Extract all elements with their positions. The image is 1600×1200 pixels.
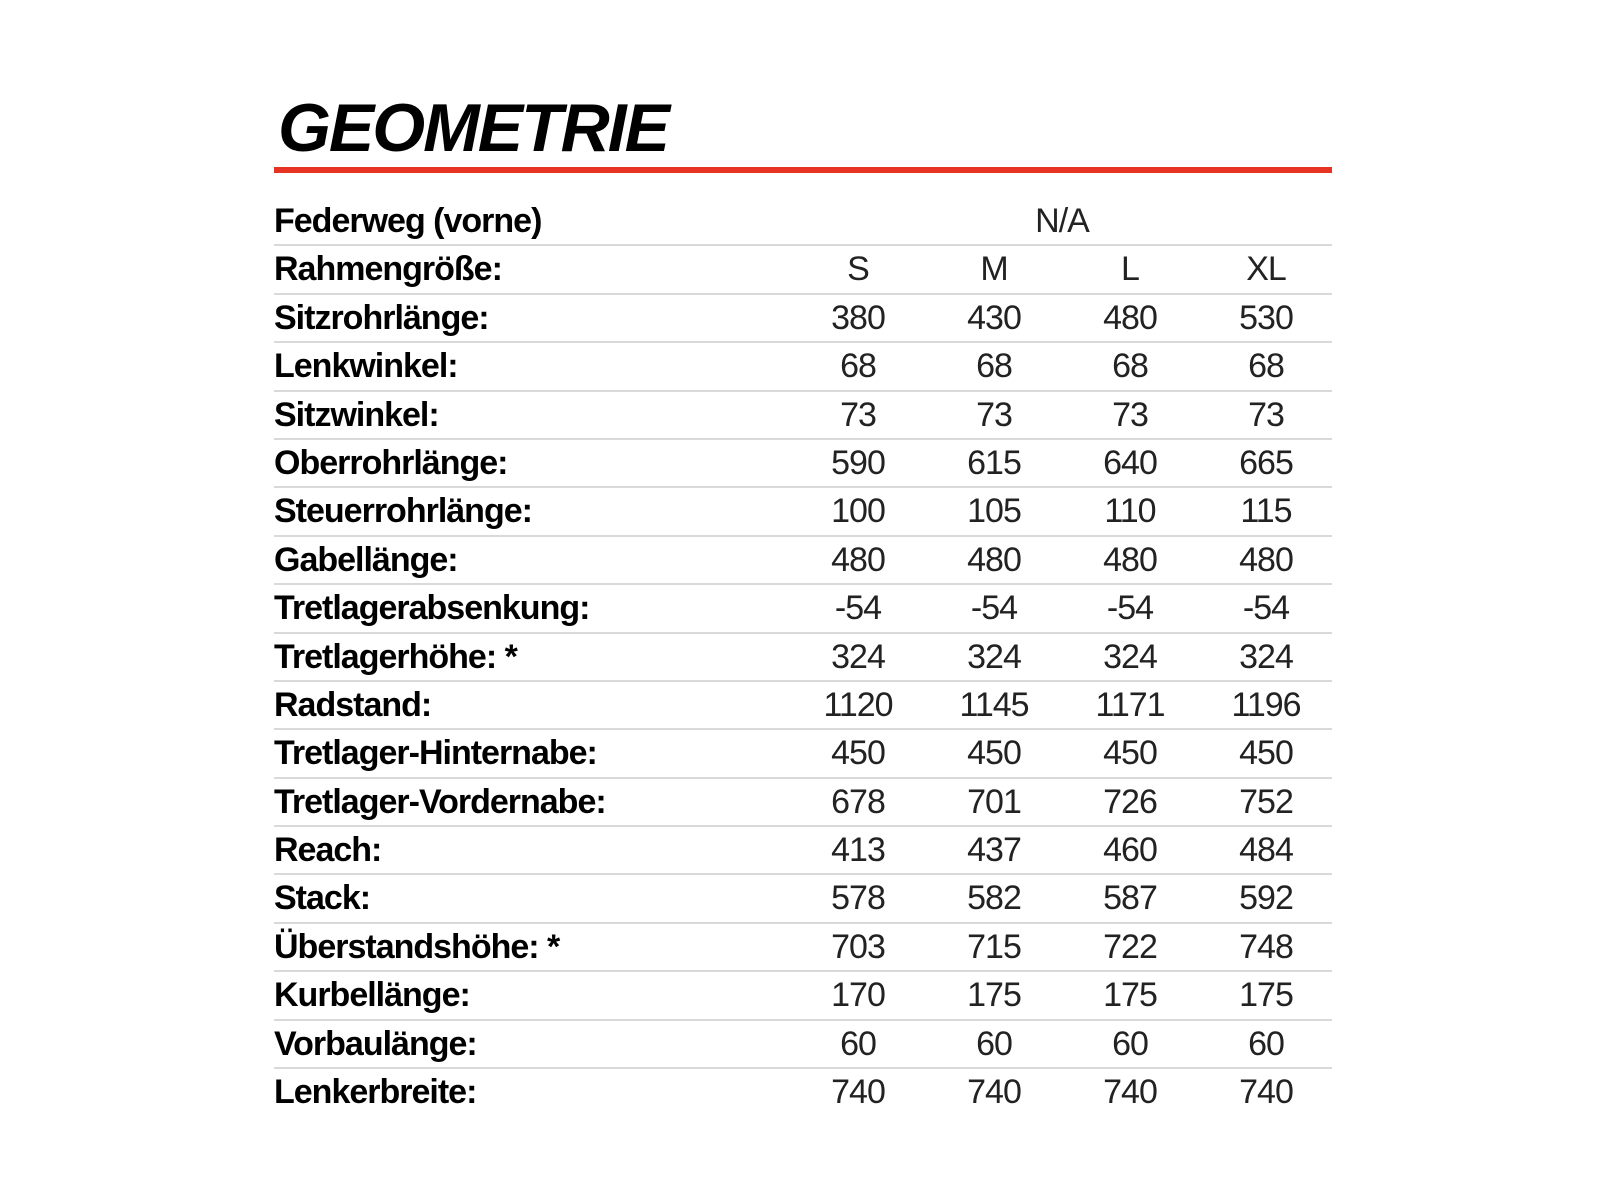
size-header-l: L [1121, 250, 1139, 289]
row-value-xl: 60 [1248, 1024, 1284, 1063]
row-value-l: 450 [1103, 734, 1157, 773]
geometry-rows [274, 295, 1332, 1118]
row-value-xl: 480 [1239, 540, 1293, 579]
row-value-xl: 1196 [1231, 685, 1301, 724]
row-value-xl: 175 [1239, 976, 1293, 1015]
row-value-xl: 324 [1239, 637, 1293, 676]
frame-size-row [274, 246, 1332, 294]
row-label: Gabellänge: [274, 540, 458, 579]
row-value-l: 722 [1103, 927, 1157, 966]
row-value-l: -54 [1106, 589, 1154, 628]
row-value-l: 640 [1103, 443, 1157, 482]
page-title: GEOMETRIE [278, 90, 669, 166]
size-header-s: S [847, 250, 869, 289]
table-row [274, 779, 1332, 827]
suspension-value: N/A [1035, 202, 1089, 240]
table-row [274, 295, 1332, 343]
row-value-xl: 752 [1239, 782, 1293, 821]
row-value-m: 701 [967, 782, 1021, 821]
table-row [274, 488, 1332, 536]
suspension-label: Federweg (vorne) [274, 202, 542, 240]
row-label: Vorbaulänge: [274, 1024, 477, 1063]
row-label: Tretlagerhöhe: * [274, 637, 517, 676]
row-value-l: 740 [1103, 1073, 1157, 1112]
table-row [274, 827, 1332, 875]
row-value-m: 615 [967, 443, 1021, 482]
row-value-l: 480 [1103, 540, 1157, 579]
row-value-l: 110 [1104, 492, 1156, 531]
row-value-xl: 740 [1239, 1073, 1293, 1112]
row-value-m: 68 [976, 347, 1012, 386]
title-underline [274, 167, 1332, 173]
row-value-s: 380 [831, 298, 885, 337]
row-value-l: 726 [1103, 782, 1157, 821]
row-value-m: 437 [967, 831, 1021, 870]
table-row [274, 1021, 1332, 1069]
row-value-s: 450 [831, 734, 885, 773]
row-value-s: 170 [831, 976, 885, 1015]
table-row [274, 972, 1332, 1020]
row-label: Sitzrohrlänge: [274, 298, 489, 337]
row-value-xl: 484 [1239, 831, 1293, 870]
table-row [274, 1069, 1332, 1117]
row-label: Kurbellänge: [274, 976, 470, 1015]
size-header-m: M [980, 250, 1008, 289]
suspension-row [274, 198, 1332, 246]
table-row [274, 634, 1332, 682]
row-value-m: 450 [967, 734, 1021, 773]
row-label: Stack: [274, 879, 371, 918]
row-value-xl: 73 [1248, 395, 1284, 434]
row-value-l: 73 [1112, 395, 1148, 434]
row-value-m: 430 [967, 298, 1021, 337]
row-value-xl: 68 [1248, 347, 1284, 386]
table-row [274, 682, 1332, 730]
row-label: Überstandshöhe: * [274, 927, 560, 966]
row-value-m: 740 [967, 1073, 1021, 1112]
row-label: Oberrohrlänge: [274, 443, 508, 482]
row-value-l: 1171 [1095, 685, 1165, 724]
row-value-s: 324 [831, 637, 885, 676]
table-row [274, 537, 1332, 585]
table-row [274, 343, 1332, 391]
row-value-m: 60 [976, 1024, 1012, 1063]
row-value-xl: -54 [1242, 589, 1290, 628]
geometry-table [274, 198, 1332, 1117]
table-row [274, 440, 1332, 488]
row-label: Radstand: [274, 685, 432, 724]
table-row [274, 585, 1332, 633]
row-label: Tretlager-Hinternabe: [274, 734, 597, 773]
row-label: Lenkwinkel: [274, 347, 458, 386]
table-row [274, 392, 1332, 440]
size-header-xl: XL [1246, 250, 1286, 289]
row-value-s: 68 [840, 347, 876, 386]
row-value-m: 1145 [959, 685, 1029, 724]
row-value-s: 60 [840, 1024, 876, 1063]
row-label: Tretlager-Vordernabe: [274, 782, 606, 821]
row-value-m: 582 [967, 879, 1021, 918]
table-row [274, 730, 1332, 778]
row-value-m: -54 [970, 589, 1018, 628]
row-label: Steuerrohrlänge: [274, 492, 532, 531]
row-value-s: 480 [831, 540, 885, 579]
row-value-l: 587 [1103, 879, 1157, 918]
row-value-l: 175 [1103, 976, 1157, 1015]
row-value-s: 578 [831, 879, 885, 918]
row-label: Reach: [274, 831, 382, 870]
row-value-s: 73 [840, 395, 876, 434]
row-value-xl: 592 [1239, 879, 1293, 918]
row-value-xl: 665 [1239, 443, 1293, 482]
row-value-m: 73 [976, 395, 1012, 434]
frame-size-label: Rahmengröße: [274, 250, 502, 289]
row-value-l: 324 [1103, 637, 1157, 676]
row-value-xl: 530 [1239, 298, 1293, 337]
row-value-m: 105 [967, 492, 1021, 531]
table-row [274, 875, 1332, 923]
row-value-s: 703 [831, 927, 885, 966]
row-label: Lenkerbreite: [274, 1073, 477, 1112]
row-value-m: 175 [967, 976, 1021, 1015]
row-value-m: 324 [967, 637, 1021, 676]
row-value-s: 100 [831, 492, 885, 531]
table-row [274, 924, 1332, 972]
row-value-l: 68 [1112, 347, 1148, 386]
row-label: Sitzwinkel: [274, 395, 439, 434]
row-value-s: 740 [831, 1073, 885, 1112]
row-value-l: 480 [1103, 298, 1157, 337]
row-value-s: 590 [831, 443, 885, 482]
row-label: Tretlagerabsenkung: [274, 589, 590, 628]
row-value-s: -54 [834, 589, 882, 628]
row-value-l: 460 [1103, 831, 1157, 870]
row-value-s: 678 [831, 782, 885, 821]
row-value-xl: 748 [1239, 927, 1293, 966]
row-value-m: 715 [967, 927, 1021, 966]
row-value-xl: 115 [1240, 492, 1292, 531]
row-value-l: 60 [1112, 1024, 1148, 1063]
row-value-s: 1120 [823, 685, 893, 724]
row-value-m: 480 [967, 540, 1021, 579]
row-value-s: 413 [831, 831, 885, 870]
row-value-xl: 450 [1239, 734, 1293, 773]
